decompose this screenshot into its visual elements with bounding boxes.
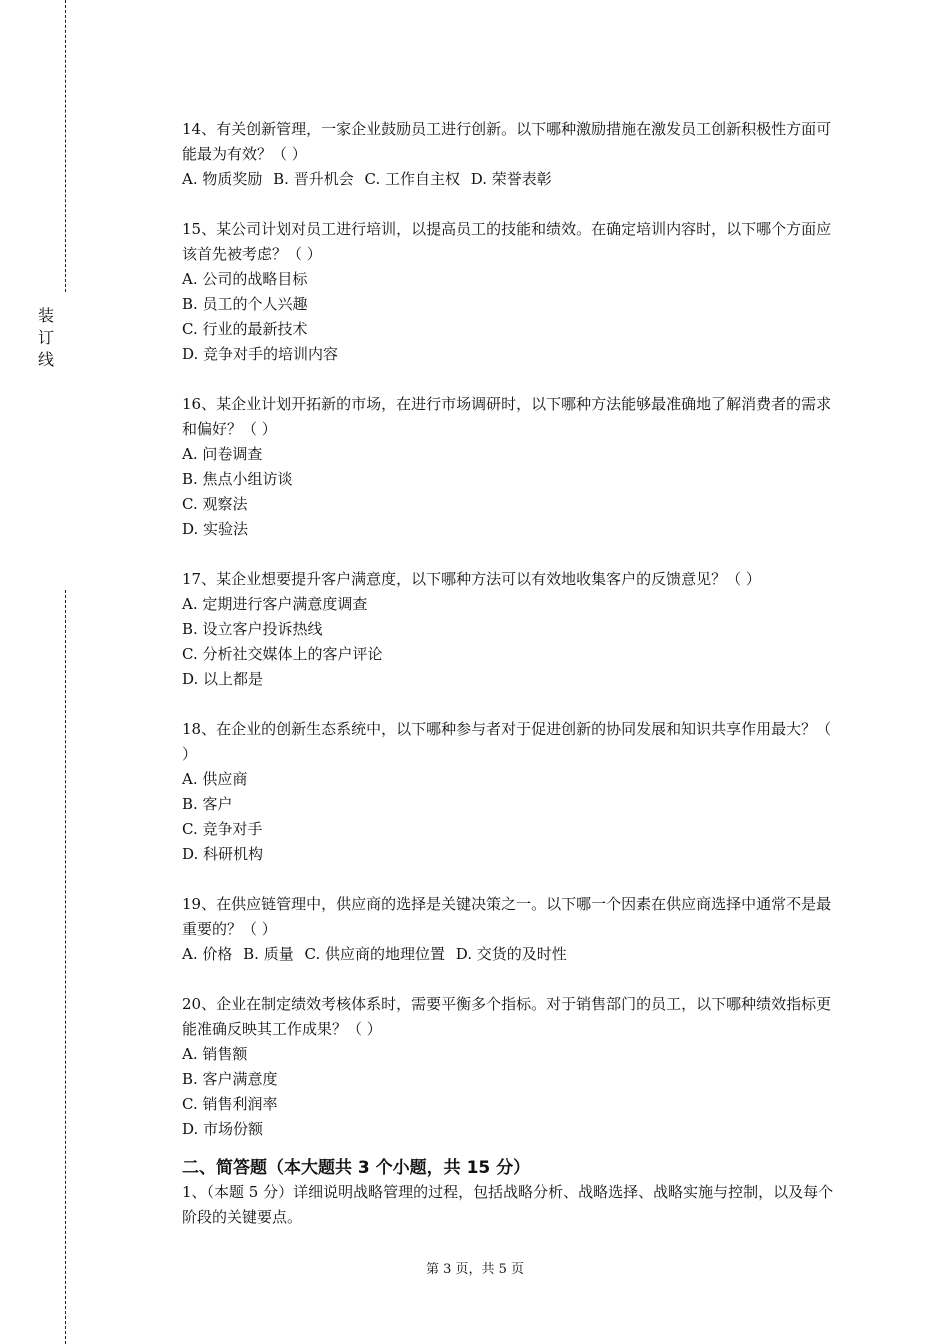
option: A. 定期进行客户满意度调查	[182, 595, 368, 613]
question-stem: 19、在供应链管理中，供应商的选择是关键决策之一。以下哪一个因素在供应商选择中通常不是最重要的？（ ）	[182, 895, 832, 938]
essay-question-1: 1、（本题 5 分）详细说明战略管理的过程，包括战略分析、战略选择、战略实施与控制，以及每个阶段的关键要点。	[182, 1183, 834, 1226]
option-row	[182, 942, 838, 967]
question-17	[182, 567, 838, 692]
option: C. 观察法	[182, 495, 248, 513]
option: C. 行业的最新技术	[182, 320, 308, 338]
question-stem: 17、某企业想要提升客户满意度，以下哪种方法可以有效地收集客户的反馈意见？（ ）	[182, 570, 761, 588]
question-19	[182, 892, 838, 967]
question-14	[182, 117, 838, 192]
option: D. 市场份额	[182, 1120, 264, 1138]
option: C. 销售利润率	[182, 1095, 278, 1113]
option: D. 科研机构	[182, 845, 264, 863]
option: B. 晋升机会	[273, 170, 354, 188]
option: B. 质量	[243, 945, 294, 963]
option: C. 竞争对手	[182, 820, 263, 838]
binding-char: 装	[37, 306, 54, 325]
question-stem: 16、某企业计划开拓新的市场，在进行市场调研时，以下哪种方法能够最准确地了解消费者的需求和偏好？（ ）	[182, 395, 832, 438]
binding-line-top	[65, 0, 66, 292]
section-title: 二、简答题（本大题共 3 个小题，共 15 分）	[182, 1158, 531, 1178]
question-stem: 14、有关创新管理，一家企业鼓励员工进行创新。以下哪种激励措施在激发员工创新积极性方面可能最为有效？（ ）	[182, 120, 832, 163]
option: A. 销售额	[182, 1045, 248, 1063]
option: B. 设立客户投诉热线	[182, 620, 323, 638]
question-stem: 15、某公司计划对员工进行培训，以提高员工的技能和绩效。在确定培训内容时，以下哪个方面应该首先被考虑？（ ）	[182, 220, 832, 263]
option: D. 交货的及时性	[455, 945, 567, 963]
option: C. 工作自主权	[364, 170, 460, 188]
option: D. 竞争对手的培训内容	[182, 345, 339, 363]
option: D. 实验法	[182, 520, 249, 538]
page-footer: 第 3 页，共 5 页	[425, 1262, 525, 1277]
option: C. 供应商的地理位置	[304, 945, 445, 963]
option: D. 荣誉表彰	[470, 170, 552, 188]
binding-char: 线	[37, 350, 54, 369]
binding-label	[36, 305, 56, 371]
option: A. 物质奖励	[182, 170, 263, 188]
question-15	[182, 217, 838, 367]
option: B. 员工的个人兴趣	[182, 295, 308, 313]
binding-line-bottom	[65, 590, 66, 1344]
option: B. 焦点小组访谈	[182, 470, 293, 488]
option: D. 以上都是	[182, 670, 264, 688]
option: C. 分析社交媒体上的客户评论	[182, 645, 383, 663]
option: A. 供应商	[182, 770, 248, 788]
option: A. 公司的战略目标	[182, 270, 308, 288]
option: A. 问卷调查	[182, 445, 263, 463]
option-row	[182, 167, 838, 192]
question-stem: 20、企业在制定绩效考核体系时，需要平衡多个指标。对于销售部门的员工，以下哪种绩效指标更能准确反映其工作成果？（ ）	[182, 995, 832, 1038]
option: B. 客户	[182, 795, 233, 813]
question-18	[182, 717, 838, 867]
question-20	[182, 992, 838, 1142]
option: A. 价格	[182, 945, 233, 963]
question-16	[182, 392, 838, 542]
binding-char: 订	[37, 328, 54, 347]
option: B. 客户满意度	[182, 1070, 278, 1088]
question-stem: 18、在企业的创新生态系统中，以下哪种参与者对于促进创新的协同发展和知识共享作用最大？（ ）	[182, 720, 832, 763]
exam-content	[182, 117, 838, 1230]
